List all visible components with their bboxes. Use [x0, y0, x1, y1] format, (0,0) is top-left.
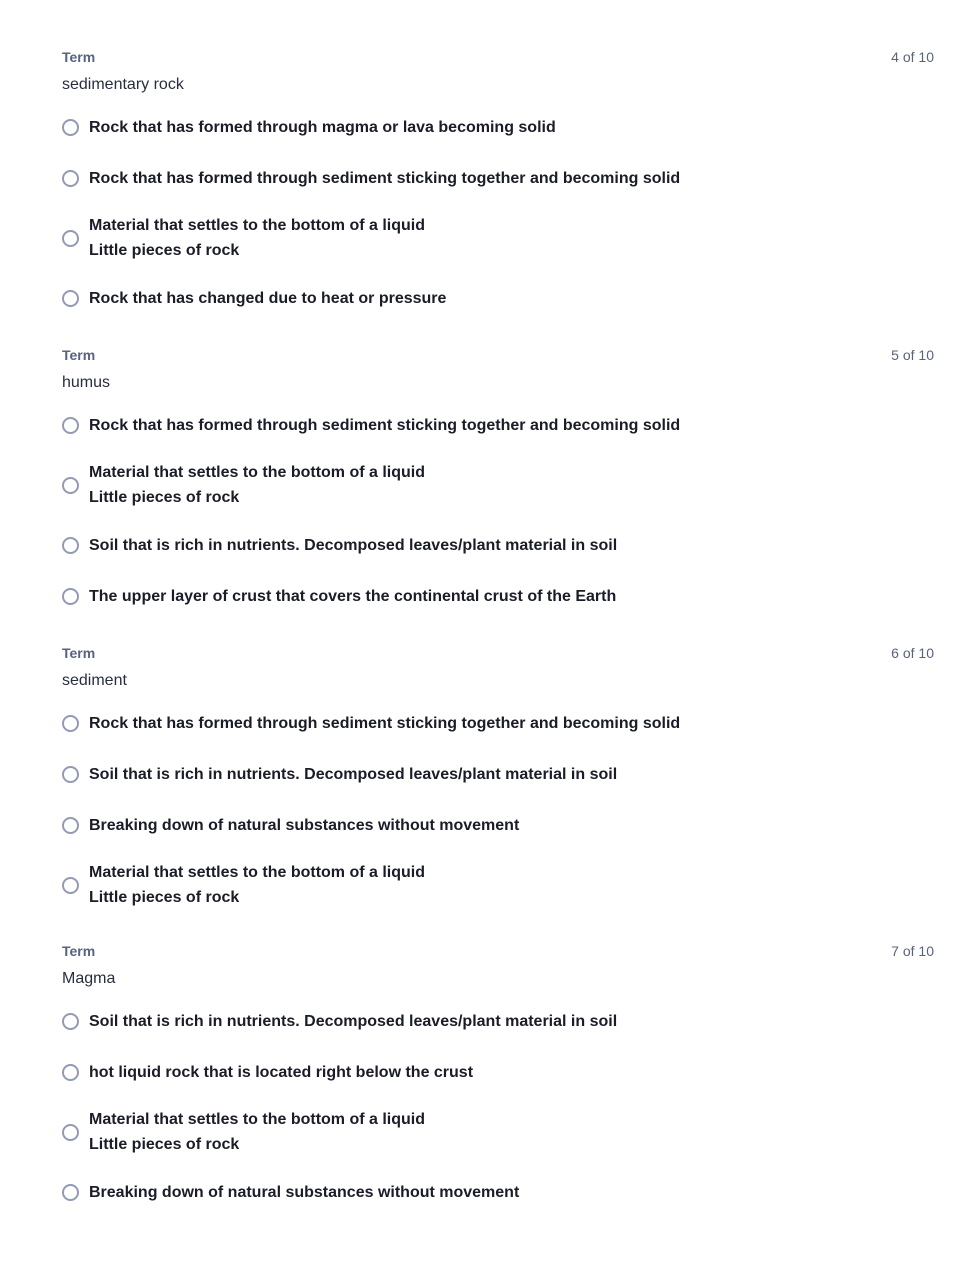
answer-option[interactable]	[62, 758, 934, 790]
radio-button-icon[interactable]	[62, 715, 79, 732]
answer-option[interactable]	[62, 809, 934, 841]
question-card	[62, 941, 934, 1239]
answer-option[interactable]	[62, 213, 934, 263]
answer-text: Rock that has formed through sediment sticking together and becoming solid	[89, 416, 681, 434]
answer-text: Material that settles to the bottom of a liquid Little pieces of rock	[89, 1111, 426, 1153]
radio-button-icon[interactable]	[62, 588, 79, 605]
radio-button-icon[interactable]	[62, 817, 79, 834]
answer-text: Rock that has formed through sediment sticking together and becoming solid	[89, 169, 681, 187]
answer-text: Material that settles to the bottom of a liquid Little pieces of rock	[89, 464, 426, 506]
question-counter: 4 of 10	[891, 49, 934, 65]
radio-button-icon[interactable]	[62, 170, 79, 187]
question-card	[62, 643, 934, 941]
answer-options	[62, 707, 934, 929]
answer-option[interactable]	[62, 1005, 934, 1037]
answer-text: The upper layer of crust that covers the continental crust of the Earth	[89, 587, 617, 605]
radio-button-icon[interactable]	[62, 877, 79, 894]
answer-text: Breaking down of natural substances without movement	[89, 816, 520, 834]
answer-text: Soil that is rich in nutrients. Decomposed leaves/plant material in soil	[89, 765, 618, 783]
answer-option[interactable]	[62, 111, 934, 143]
answer-text: Rock that has formed through sediment sticking together and becoming solid	[89, 714, 681, 732]
term-text: sedimentary rock	[62, 76, 184, 93]
answer-text: Soil that is rich in nutrients. Decomposed leaves/plant material in soil	[89, 1012, 618, 1030]
radio-button-icon[interactable]	[62, 537, 79, 554]
question-card	[62, 47, 934, 345]
answer-text: Material that settles to the bottom of a liquid Little pieces of rock	[89, 864, 426, 906]
term-text: Magma	[62, 970, 116, 987]
answer-text: hot liquid rock that is located right below the crust	[89, 1063, 474, 1081]
term-label: Term	[62, 943, 96, 959]
answer-text: Soil that is rich in nutrients. Decomposed leaves/plant material in soil	[89, 536, 618, 554]
radio-button-icon[interactable]	[62, 1184, 79, 1201]
answer-text: Rock that has changed due to heat or pressure	[89, 289, 447, 307]
radio-button-icon[interactable]	[62, 230, 79, 247]
answer-option[interactable]	[62, 1176, 934, 1208]
answer-option[interactable]	[62, 860, 934, 910]
radio-button-icon[interactable]	[62, 119, 79, 136]
answer-option[interactable]	[62, 282, 934, 314]
term-label: Term	[62, 49, 96, 65]
answer-option[interactable]	[62, 529, 934, 561]
answer-option[interactable]	[62, 1107, 934, 1157]
question-card	[62, 345, 934, 643]
answer-text: Breaking down of natural substances without movement	[89, 1183, 520, 1201]
answer-options	[62, 409, 934, 631]
radio-button-icon[interactable]	[62, 290, 79, 307]
question-counter: 7 of 10	[891, 943, 934, 959]
answer-options	[62, 111, 934, 333]
radio-button-icon[interactable]	[62, 1064, 79, 1081]
radio-button-icon[interactable]	[62, 1124, 79, 1141]
answer-option[interactable]	[62, 707, 934, 739]
radio-button-icon[interactable]	[62, 1013, 79, 1030]
answer-option[interactable]	[62, 409, 934, 441]
radio-button-icon[interactable]	[62, 417, 79, 434]
question-counter: 6 of 10	[891, 645, 934, 661]
answer-option[interactable]	[62, 1056, 934, 1088]
question-counter: 5 of 10	[891, 347, 934, 363]
answer-options	[62, 1005, 934, 1227]
answer-option[interactable]	[62, 162, 934, 194]
answer-option[interactable]	[62, 460, 934, 510]
term-text: sediment	[62, 672, 127, 689]
answer-option[interactable]	[62, 580, 934, 612]
term-label: Term	[62, 347, 96, 363]
radio-button-icon[interactable]	[62, 477, 79, 494]
answer-text: Rock that has formed through magma or lava becoming solid	[89, 118, 556, 136]
term-label: Term	[62, 645, 96, 661]
radio-button-icon[interactable]	[62, 766, 79, 783]
answer-text: Material that settles to the bottom of a liquid Little pieces of rock	[89, 217, 426, 259]
term-text: humus	[62, 374, 111, 391]
